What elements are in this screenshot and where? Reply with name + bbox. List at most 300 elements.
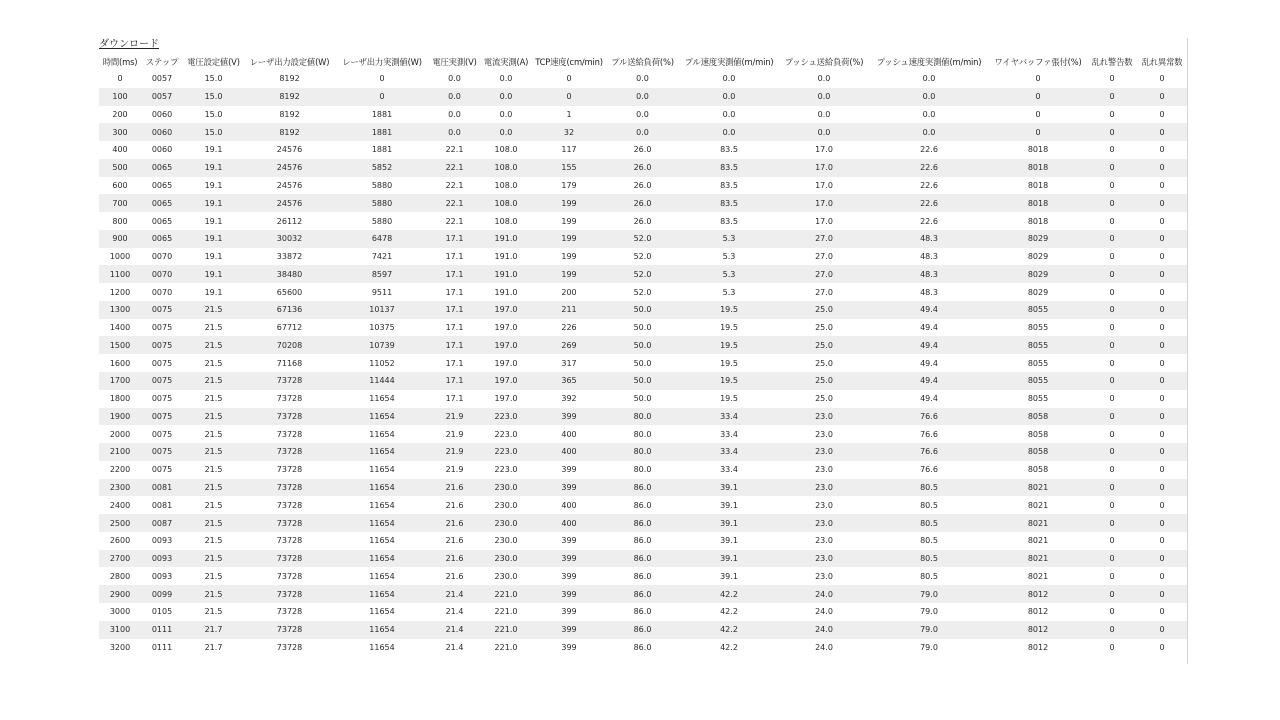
table-cell: 19.1 xyxy=(204,180,223,190)
table-row xyxy=(99,567,1187,585)
table-cell: 76.6 xyxy=(920,429,938,439)
column-header-disturbance-errors: 乱れ異常数 xyxy=(1141,56,1183,67)
table-cell: 155 xyxy=(532,159,606,177)
table-cell: 42.2 xyxy=(679,621,779,639)
table-cell: 5.3 xyxy=(679,265,779,283)
table-cell: 21.9 xyxy=(445,465,464,475)
table-cell: 2100 xyxy=(99,443,141,461)
table-row xyxy=(99,550,1187,568)
table-cell: 11654 xyxy=(335,479,429,497)
table-cell: 399 xyxy=(561,607,577,617)
table-cell: 0 xyxy=(1087,336,1137,354)
table-cell: 73728 xyxy=(244,372,335,390)
table-row xyxy=(99,123,1187,141)
table-cell: 73728 xyxy=(244,585,335,603)
table-cell: 0 xyxy=(1137,585,1187,603)
table-cell: 221.0 xyxy=(494,607,518,617)
table-cell: 8012 xyxy=(989,585,1087,603)
table-cell: 7421 xyxy=(371,252,393,262)
table-cell: 80.0 xyxy=(606,443,679,461)
column-header-disturbance-warnings: 乱れ警告数 xyxy=(1091,56,1133,67)
table-cell: 21.4 xyxy=(429,585,480,603)
table-cell: 21.6 xyxy=(429,550,480,568)
table-cell: 223.0 xyxy=(480,443,532,461)
table-cell: 0075 xyxy=(141,372,183,390)
table-cell: 0 xyxy=(1159,287,1165,297)
table-cell: 24.0 xyxy=(779,621,869,639)
table-cell: 100 xyxy=(99,88,141,106)
table-cell: 21.6 xyxy=(445,571,464,581)
table-cell: 0 xyxy=(1109,536,1115,546)
table-cell: 24576 xyxy=(276,145,303,155)
table-cell: 11654 xyxy=(369,642,395,652)
table-cell: 0.0 xyxy=(922,109,936,119)
column-header-push-feed-load: プッシュ送給負荷(%) xyxy=(784,56,864,67)
table-cell: 399 xyxy=(532,479,606,497)
column-header-pull-speed-measured: プル速度実測値(m/min) xyxy=(684,56,774,67)
table-cell: 80.0 xyxy=(633,465,652,475)
table-cell: 230.0 xyxy=(480,479,532,497)
table-cell: 2800 xyxy=(109,571,131,581)
table-cell: 21.5 xyxy=(204,358,223,368)
table-cell: 6478 xyxy=(335,230,429,248)
table-cell: 21.9 xyxy=(429,408,480,426)
table-cell: 73728 xyxy=(276,465,303,475)
table-cell: 230.0 xyxy=(494,500,518,510)
table-cell: 22.1 xyxy=(429,194,480,212)
table-cell: 0070 xyxy=(141,265,183,283)
table-cell: 0.0 xyxy=(480,123,532,141)
table-cell: 392 xyxy=(561,394,577,404)
table-cell: 86.0 xyxy=(633,571,652,581)
table-row xyxy=(99,443,1187,461)
table-cell: 48.3 xyxy=(869,265,989,283)
table-cell: 19.1 xyxy=(204,216,223,226)
table-cell: 21.5 xyxy=(183,408,244,426)
table-cell: 80.5 xyxy=(920,500,938,510)
table-cell: 65600 xyxy=(276,287,303,297)
table-cell: 300 xyxy=(99,123,141,141)
table-cell: 17.1 xyxy=(445,394,464,404)
table-cell: 1881 xyxy=(335,123,429,141)
table-cell: 0060 xyxy=(141,123,183,141)
table-cell: 76.6 xyxy=(869,408,989,426)
table-cell: 8055 xyxy=(989,372,1087,390)
table-cell: 11654 xyxy=(335,514,429,532)
table-cell: 399 xyxy=(561,642,577,652)
table-cell: 17.1 xyxy=(429,265,480,283)
table-cell: 0 xyxy=(1087,479,1137,497)
table-cell: 0.0 xyxy=(429,88,480,106)
table-cell: 8021 xyxy=(1027,500,1049,510)
table-cell: 0.0 xyxy=(817,74,831,84)
table-cell: 399 xyxy=(532,550,606,568)
table-cell: 39.1 xyxy=(720,500,738,510)
table-cell: 0075 xyxy=(151,394,173,404)
table-cell: 0081 xyxy=(151,500,173,510)
table-cell: 42.2 xyxy=(679,585,779,603)
table-cell: 21.5 xyxy=(183,301,244,319)
table-cell: 17.1 xyxy=(445,323,464,333)
table-cell: 0060 xyxy=(151,109,173,119)
table-cell: 26112 xyxy=(276,216,303,226)
table-cell: 1900 xyxy=(99,408,141,426)
table-cell: 0 xyxy=(1159,358,1165,368)
table-cell: 108.0 xyxy=(480,159,532,177)
table-cell: 80.5 xyxy=(920,571,938,581)
table-cell: 3000 xyxy=(109,607,131,617)
table-cell: 197.0 xyxy=(494,394,518,404)
table-cell: 49.4 xyxy=(920,323,938,333)
table-row xyxy=(99,390,1187,408)
table-cell: 83.5 xyxy=(720,145,738,155)
table-cell: 399 xyxy=(561,571,577,581)
table-cell: 1 xyxy=(566,109,572,119)
table-cell: 80.5 xyxy=(869,479,989,497)
table-cell: 8029 xyxy=(1027,287,1049,297)
table-cell: 0 xyxy=(1109,323,1115,333)
table-cell: 11654 xyxy=(369,536,395,546)
table-cell: 0 xyxy=(1087,159,1137,177)
table-cell: 10739 xyxy=(335,336,429,354)
table-cell: 19.1 xyxy=(183,159,244,177)
table-cell: 0075 xyxy=(141,336,183,354)
table-cell: 33.4 xyxy=(679,443,779,461)
table-cell: 38480 xyxy=(244,265,335,283)
table-cell: 21.5 xyxy=(183,372,244,390)
table-cell: 400 xyxy=(112,145,128,155)
table-cell: 0105 xyxy=(151,607,173,617)
table-cell: 23.0 xyxy=(779,479,869,497)
table-cell: 17.1 xyxy=(429,230,480,248)
table-cell: 0065 xyxy=(141,230,183,248)
table-cell: 108.0 xyxy=(480,194,532,212)
table-row xyxy=(99,248,1187,266)
table-row xyxy=(99,354,1187,372)
table-cell: 86.0 xyxy=(606,550,679,568)
table-cell: 0.0 xyxy=(869,123,989,141)
table-cell: 39.1 xyxy=(720,571,738,581)
table-cell: 73728 xyxy=(276,642,303,652)
table-cell: 8012 xyxy=(1027,642,1049,652)
table-cell: 0 xyxy=(1159,571,1165,581)
table-cell: 22.6 xyxy=(920,216,938,226)
table-cell: 22.6 xyxy=(920,145,938,155)
table-cell: 2300 xyxy=(99,479,141,497)
table-cell: 0.0 xyxy=(922,74,936,84)
table-cell: 400 xyxy=(532,514,606,532)
table-cell: 86.0 xyxy=(633,500,652,510)
table-cell: 0093 xyxy=(151,571,173,581)
download-link[interactable]: ダウンロード xyxy=(99,39,159,50)
table-cell: 117 xyxy=(561,145,577,155)
table-row xyxy=(99,265,1187,283)
table-cell: 21.4 xyxy=(445,607,464,617)
table-cell: 0 xyxy=(1087,408,1137,426)
table-cell: 80.5 xyxy=(920,536,938,546)
table-cell: 8029 xyxy=(989,230,1087,248)
table-cell: 197.0 xyxy=(494,358,518,368)
table-cell: 21.5 xyxy=(183,336,244,354)
table-cell: 48.3 xyxy=(920,252,938,262)
table-cell: 199 xyxy=(561,252,577,262)
table-cell: 0 xyxy=(1109,642,1115,652)
table-cell: 52.0 xyxy=(633,252,652,262)
table-cell: 50.0 xyxy=(633,358,652,368)
table-cell: 33872 xyxy=(276,252,303,262)
table-cell: 1200 xyxy=(109,287,131,297)
table-cell: 0075 xyxy=(141,443,183,461)
table-row xyxy=(99,514,1187,532)
table-cell: 8018 xyxy=(989,194,1087,212)
table-cell: 0111 xyxy=(141,621,183,639)
table-cell: 22.1 xyxy=(445,180,464,190)
table-cell: 67712 xyxy=(276,323,303,333)
table-cell: 11654 xyxy=(369,607,395,617)
table-row xyxy=(99,230,1187,248)
table-cell: 21.5 xyxy=(204,465,223,475)
table-cell: 17.0 xyxy=(815,180,833,190)
table-cell: 221.0 xyxy=(480,621,532,639)
table-cell: 8021 xyxy=(989,550,1087,568)
table-cell: 24.0 xyxy=(815,607,833,617)
table-cell: 39.1 xyxy=(679,479,779,497)
table-cell: 24.0 xyxy=(815,642,833,652)
table-cell: 80.0 xyxy=(606,408,679,426)
table-cell: 221.0 xyxy=(480,585,532,603)
column-header-step: ステップ xyxy=(145,56,179,67)
table-cell: 73728 xyxy=(244,408,335,426)
table-cell: 23.0 xyxy=(815,536,833,546)
table-cell: 0087 xyxy=(141,514,183,532)
table-cell: 39.1 xyxy=(679,514,779,532)
table-cell: 230.0 xyxy=(480,550,532,568)
table-cell: 25.0 xyxy=(779,301,869,319)
table-cell: 8012 xyxy=(989,621,1087,639)
table-cell: 0111 xyxy=(151,642,173,652)
table-cell: 0 xyxy=(1159,216,1165,226)
table-cell: 22.6 xyxy=(869,194,989,212)
table-cell: 399 xyxy=(561,465,577,475)
column-header-tcp-speed: TCP速度(cm/min) xyxy=(535,56,603,67)
table-cell: 8055 xyxy=(1027,323,1049,333)
table-cell: 32 xyxy=(532,123,606,141)
table-cell: 0 xyxy=(1109,394,1115,404)
table-cell: 17.0 xyxy=(779,159,869,177)
table-cell: 17.1 xyxy=(445,287,464,297)
table-cell: 900 xyxy=(99,230,141,248)
table-cell: 0 xyxy=(1137,443,1187,461)
table-cell: 700 xyxy=(99,194,141,212)
table-cell: 500 xyxy=(99,159,141,177)
table-cell: 27.0 xyxy=(815,287,833,297)
table-cell: 0 xyxy=(1159,429,1165,439)
table-cell: 0 xyxy=(1109,429,1115,439)
table-cell: 42.2 xyxy=(720,642,738,652)
table-cell: 26.0 xyxy=(633,145,652,155)
table-cell: 3200 xyxy=(109,642,131,652)
table-cell: 2000 xyxy=(109,429,131,439)
table-cell: 73728 xyxy=(276,500,303,510)
table-cell: 200 xyxy=(561,287,577,297)
table-cell: 83.5 xyxy=(679,194,779,212)
table-cell: 21.7 xyxy=(204,642,223,652)
table-cell: 70208 xyxy=(244,336,335,354)
data-table xyxy=(99,53,1187,656)
table-cell: 8018 xyxy=(1027,180,1049,190)
table-cell: 0 xyxy=(1137,621,1187,639)
table-cell: 199 xyxy=(532,265,606,283)
table-cell: 11654 xyxy=(369,394,395,404)
table-cell: 17.1 xyxy=(429,336,480,354)
table-cell: 399 xyxy=(532,585,606,603)
table-cell: 22.1 xyxy=(445,145,464,155)
table-cell: 0 xyxy=(1137,479,1187,497)
table-cell: 0.0 xyxy=(636,109,649,119)
table-cell: 19.1 xyxy=(183,265,244,283)
table-row xyxy=(99,88,1187,106)
table-cell: 0 xyxy=(1109,109,1115,119)
table-cell: 21.4 xyxy=(445,642,464,652)
table-cell: 26.0 xyxy=(633,180,652,190)
table-cell: 71168 xyxy=(276,358,303,368)
table-row xyxy=(99,479,1187,497)
table-cell: 26.0 xyxy=(606,194,679,212)
table-cell: 30032 xyxy=(244,230,335,248)
table-cell: 5852 xyxy=(335,159,429,177)
table-cell: 73728 xyxy=(276,429,303,439)
table-cell: 17.0 xyxy=(815,145,833,155)
table-cell: 0 xyxy=(1137,301,1187,319)
table-cell: 19.1 xyxy=(204,287,223,297)
table-cell: 39.1 xyxy=(720,536,738,546)
table-cell: 8058 xyxy=(1027,429,1049,439)
column-header-push-speed-measured: プッシュ速度実測値(m/min) xyxy=(876,56,982,67)
table-row xyxy=(99,301,1187,319)
column-header-voltage-measured: 電圧実測(V) xyxy=(432,56,477,67)
table-cell: 5.3 xyxy=(722,287,736,297)
table-cell: 25.0 xyxy=(815,358,833,368)
table-cell: 8021 xyxy=(1027,536,1049,546)
table-cell: 8058 xyxy=(989,443,1087,461)
table-cell: 23.0 xyxy=(779,550,869,568)
table-row xyxy=(99,106,1187,124)
table-cell: 399 xyxy=(561,536,577,546)
table-cell: 0093 xyxy=(141,550,183,568)
table-cell: 2500 xyxy=(99,514,141,532)
table-cell: 0075 xyxy=(151,323,173,333)
table-cell: 19.5 xyxy=(679,372,779,390)
table-cell: 49.4 xyxy=(869,301,989,319)
table-cell: 0 xyxy=(1087,514,1137,532)
table-cell: 0 xyxy=(1087,265,1137,283)
table-cell: 79.0 xyxy=(920,607,938,617)
table-cell: 0.0 xyxy=(480,88,532,106)
table-cell: 600 xyxy=(112,180,128,190)
table-cell: 0.0 xyxy=(448,109,461,119)
table-cell: 49.4 xyxy=(920,358,938,368)
table-cell: 24576 xyxy=(244,194,335,212)
table-cell: 5.3 xyxy=(722,252,736,262)
table-cell: 8021 xyxy=(989,479,1087,497)
table-cell: 2700 xyxy=(99,550,141,568)
table-cell: 24.0 xyxy=(779,585,869,603)
table-cell: 24576 xyxy=(244,159,335,177)
table-cell: 0 xyxy=(1109,252,1115,262)
table-cell: 0 xyxy=(566,74,572,84)
table-cell: 83.5 xyxy=(679,159,779,177)
table-cell: 10375 xyxy=(369,323,395,333)
table-cell: 400 xyxy=(561,429,577,439)
table-cell: 0 xyxy=(1137,159,1187,177)
table-cell: 0 xyxy=(1159,394,1165,404)
table-cell: 50.0 xyxy=(606,372,679,390)
table-cell: 8018 xyxy=(989,159,1087,177)
table-cell: 0057 xyxy=(141,88,183,106)
table-cell: 9511 xyxy=(371,287,393,297)
table-cell: 0.0 xyxy=(606,88,679,106)
table-cell: 19.1 xyxy=(204,145,223,155)
table-cell: 0099 xyxy=(141,585,183,603)
table-cell: 8018 xyxy=(1027,216,1049,226)
table-cell: 0 xyxy=(1109,145,1115,155)
table-cell: 2200 xyxy=(109,465,131,475)
table-cell: 0 xyxy=(1137,514,1187,532)
table-cell: 1800 xyxy=(109,394,131,404)
table-row xyxy=(99,372,1187,390)
table-cell: 25.0 xyxy=(779,372,869,390)
table-cell: 21.9 xyxy=(445,429,464,439)
table-cell: 2600 xyxy=(109,536,131,546)
data-log-panel xyxy=(99,38,1188,664)
table-cell: 52.0 xyxy=(633,287,652,297)
table-row xyxy=(99,496,1187,514)
table-cell: 0 xyxy=(1087,230,1137,248)
table-cell: 223.0 xyxy=(494,465,518,475)
table-cell: 179 xyxy=(561,180,577,190)
table-cell: 2900 xyxy=(99,585,141,603)
table-cell: 11654 xyxy=(335,550,429,568)
table-cell: 0 xyxy=(1087,88,1137,106)
table-cell: 0.0 xyxy=(679,123,779,141)
table-cell: 1000 xyxy=(109,252,131,262)
table-cell: 0081 xyxy=(141,479,183,497)
table-cell: 108.0 xyxy=(494,216,518,226)
table-cell: 2400 xyxy=(109,500,131,510)
table-cell: 800 xyxy=(112,216,128,226)
table-cell: 197.0 xyxy=(480,372,532,390)
table-cell: 0070 xyxy=(151,252,173,262)
table-cell: 8055 xyxy=(989,336,1087,354)
table-cell: 76.6 xyxy=(869,443,989,461)
table-cell: 5.3 xyxy=(679,230,779,248)
table-cell: 0 xyxy=(1087,550,1137,568)
table-cell: 226 xyxy=(561,323,577,333)
table-cell: 0 xyxy=(1159,642,1165,652)
table-cell: 27.0 xyxy=(779,230,869,248)
table-cell: 21.5 xyxy=(183,443,244,461)
table-cell: 73728 xyxy=(244,443,335,461)
table-cell: 0.0 xyxy=(869,88,989,106)
table-cell: 21.7 xyxy=(183,621,244,639)
table-cell: 22.1 xyxy=(445,216,464,226)
table-cell: 5880 xyxy=(371,216,393,226)
table-cell: 17.1 xyxy=(429,372,480,390)
table-cell: 0075 xyxy=(141,301,183,319)
table-cell: 0 xyxy=(1137,230,1187,248)
table-cell: 23.0 xyxy=(815,429,833,439)
table-cell: 0 xyxy=(1109,358,1115,368)
